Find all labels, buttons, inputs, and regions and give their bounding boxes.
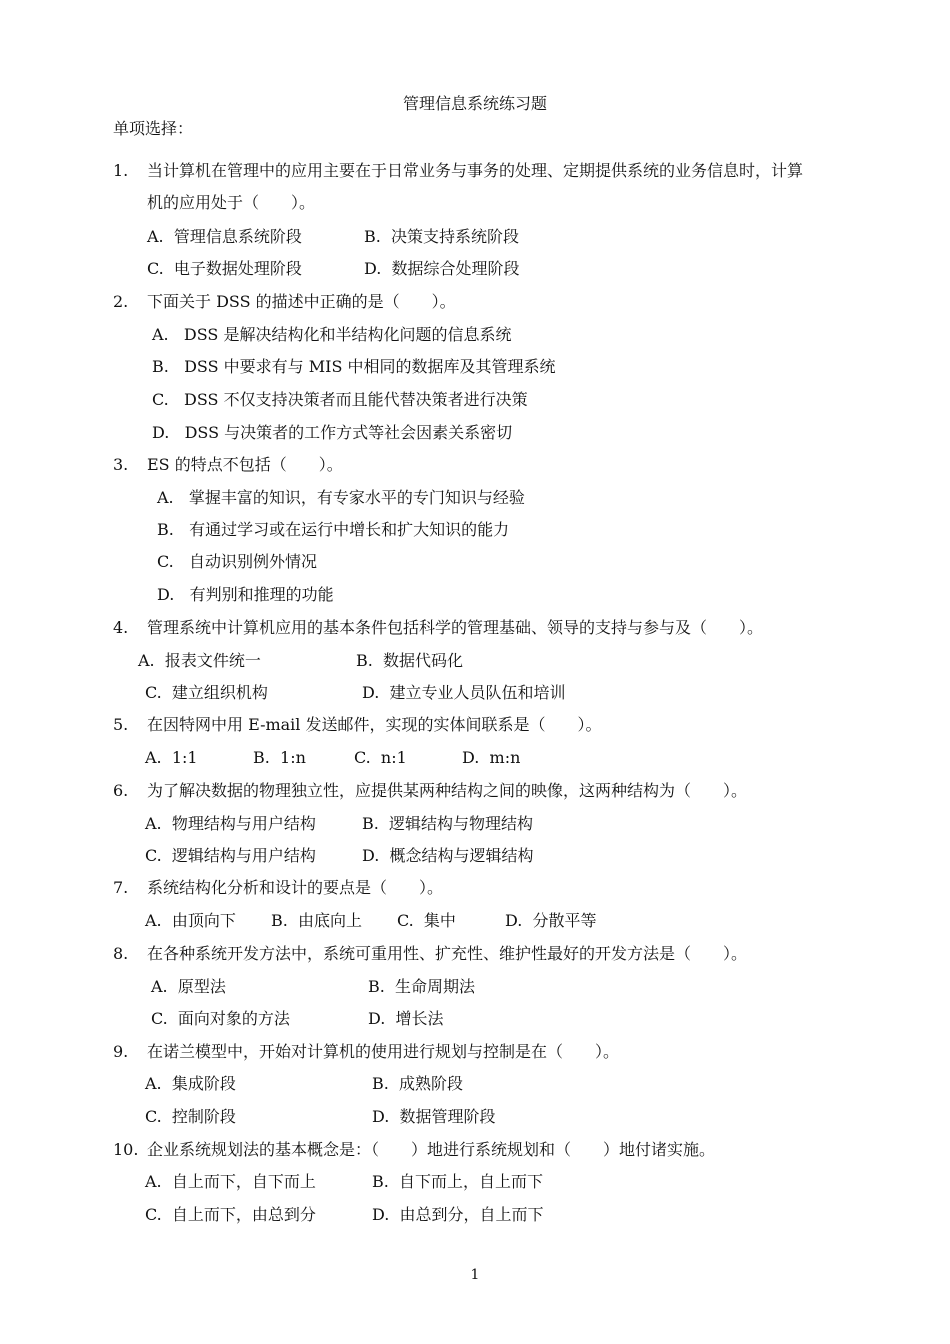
option-a: A. 管理信息系统阶段 [147, 227, 302, 246]
document-title: 管理信息系统练习题 [402, 94, 547, 113]
question-number: 7. [113, 878, 129, 897]
option-d: D. 由总到分，自上而下 [372, 1205, 544, 1224]
option-d: D. 建立专业人员队伍和培训 [362, 683, 566, 702]
option-a: A. 原型法 [151, 977, 226, 996]
option-a: A. 物理结构与用户结构 [145, 814, 316, 833]
question-number: 8. [113, 944, 129, 963]
option-d: D. 数据管理阶段 [372, 1107, 496, 1126]
option-a: A. DSS 是解决结构化和半结构化问题的信息系统 [152, 325, 512, 344]
question-number: 10. [113, 1140, 139, 1159]
question-text: 企业系统规划法的基本概念是：（ ）地进行系统规划和（ ）地付诸实施。 [147, 1140, 716, 1159]
question-text: ES 的特点不包括（ ）。 [147, 455, 343, 474]
option-b: B. 决策支持系统阶段 [364, 227, 520, 246]
option-b: B. 成熟阶段 [372, 1074, 464, 1093]
section-heading: 单项选择： [113, 119, 194, 138]
option-c: C. 自上而下，由总到分 [145, 1205, 316, 1224]
question-number: 6. [113, 781, 129, 800]
option-a: A. 掌握丰富的知识，有专家水平的专门知识与经验 [157, 488, 525, 507]
option-b: B. 有通过学习或在运行中增长和扩大知识的能力 [157, 520, 510, 539]
page-number: 1 [470, 1267, 480, 1283]
option-b: B. DSS 中要求有与 MIS 中相同的数据库及其管理系统 [152, 357, 556, 376]
option-c: C. 电子数据处理阶段 [147, 259, 302, 278]
option-d: D. 有判别和推理的功能 [157, 585, 334, 604]
option-c: C. 集中 [397, 911, 456, 930]
option-c: C. n:1 [354, 748, 407, 767]
question-text: 在诺兰模型中，开始对计算机的使用进行规划与控制是在（ ）。 [147, 1042, 620, 1061]
option-d: D. 增长法 [368, 1009, 444, 1028]
question-text: 为了解决数据的物理独立性，应提供某两种结构之间的映像，这两种结构为（ ）。 [147, 781, 748, 800]
question-number: 5. [113, 715, 129, 734]
option-c: C. 建立组织机构 [145, 683, 268, 702]
option-c: C. 逻辑结构与用户结构 [145, 846, 316, 865]
option-d: D. 数据综合处理阶段 [364, 259, 520, 278]
option-a: A. 由顶向下 [145, 911, 236, 930]
question-text: 系统结构化分析和设计的要点是（ ）。 [147, 878, 444, 897]
question-number: 3. [113, 455, 129, 474]
option-b: B. 数据代码化 [356, 651, 464, 670]
question-number: 4. [113, 618, 129, 637]
question-text: 下面关于 DSS 的描述中正确的是（ ）。 [147, 292, 456, 311]
option-c: C. 面向对象的方法 [151, 1009, 290, 1028]
option-b: B. 1:n [253, 748, 306, 767]
option-b: B. 生命周期法 [368, 977, 476, 996]
question-text: 管理系统中计算机应用的基本条件包括科学的管理基础、领导的支持与参与及（ ）。 [147, 618, 764, 637]
option-b: B. 逻辑结构与物理结构 [362, 814, 534, 833]
option-c: C. 自动识别例外情况 [157, 552, 318, 571]
question-text: 在因特网中用 E-mail 发送邮件，实现的实体间联系是（ ）。 [147, 715, 602, 734]
question-number: 2. [113, 292, 129, 311]
option-a: A. 集成阶段 [145, 1074, 236, 1093]
option-a: A. 1:1 [145, 748, 198, 767]
option-d: D. m:n [462, 748, 521, 767]
option-d: D. 概念结构与逻辑结构 [362, 846, 534, 865]
option-c: C. DSS 不仅支持决策者而且能代替决策者进行决策 [152, 390, 528, 409]
question-number: 9. [113, 1042, 129, 1061]
option-b: B. 自下而上，自上而下 [372, 1172, 544, 1191]
question-number: 1. [113, 161, 129, 180]
option-d: D. 分散平等 [505, 911, 597, 930]
option-a: A. 报表文件统一 [138, 651, 261, 670]
question-text: 在各种系统开发方法中，系统可重用性、扩充性、维护性最好的开发方法是（ ）。 [147, 944, 748, 963]
option-b: B. 由底向上 [271, 911, 363, 930]
question-text: 当计算机在管理中的应用主要在于日常业务与事务的处理、定期提供系统的业务信息时，计算 [147, 161, 804, 180]
option-d: D. DSS 与决策者的工作方式等社会因素关系密切 [152, 423, 513, 442]
question-text: 机的应用处于（ ）。 [147, 193, 316, 212]
option-c: C. 控制阶段 [145, 1107, 236, 1126]
option-a: A. 自上而下，自下而上 [145, 1172, 316, 1191]
